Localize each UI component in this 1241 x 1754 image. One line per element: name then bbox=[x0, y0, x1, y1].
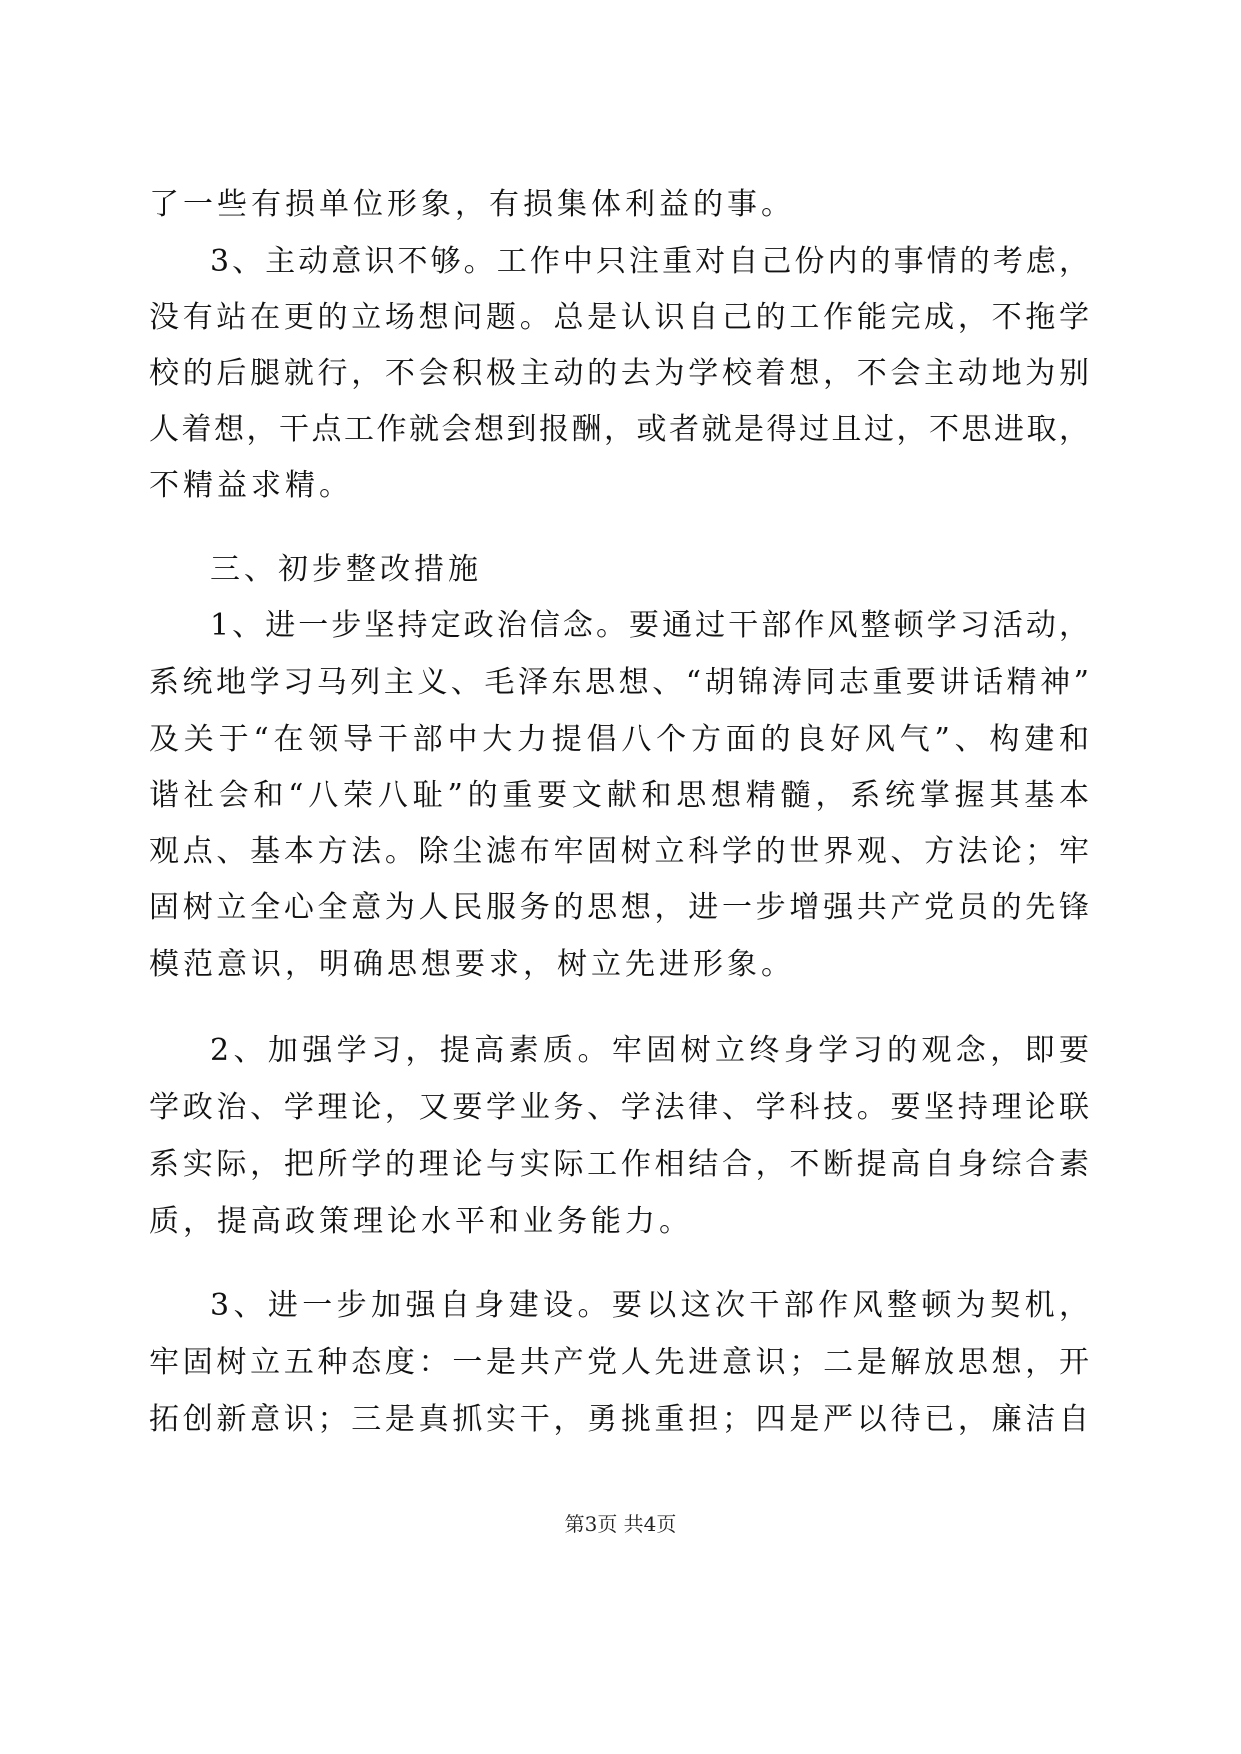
page-footer: 第3页 共4页 bbox=[564, 1512, 677, 1536]
text-line: 固树立全心全意为人民服务的思想，进一步增强共产党员的先锋 bbox=[149, 890, 1089, 925]
text-line: 3、主动意识不够。工作中只注重对自己份内的事情的考虑， bbox=[210, 244, 1089, 279]
text-line: 观点、基本方法。除尘滤布牢固树立科学的世界观、方法论；牢 bbox=[149, 834, 1089, 869]
text-line: 谐社会和“八荣八耻”的重要文献和思想精髓，系统掌握其基本 bbox=[149, 778, 1089, 813]
text-line: 2、加强学习，提高素质。牢固树立终身学习的观念，即要 bbox=[210, 1033, 1089, 1068]
text-line: 及关于“在领导干部中大力提倡八个方面的良好风气”、构建和 bbox=[149, 722, 1089, 757]
text-line: 不精益求精。 bbox=[149, 468, 353, 503]
text-line: 系统地学习马列主义、毛泽东思想、“胡锦涛同志重要讲话精神” bbox=[149, 665, 1089, 700]
text-line: 质，提高政策理论水平和业务能力。 bbox=[149, 1204, 693, 1239]
text-line: 了一些有损单位形象，有损集体利益的事。 bbox=[149, 187, 795, 222]
text-line: 牢固树立五种态度：一是共产党人先进意识；二是解放思想，开 bbox=[149, 1345, 1089, 1380]
text-line: 学政治、学理论，又要学业务、学法律、学科技。要坚持理论联 bbox=[149, 1090, 1089, 1125]
text-line: 人着想，干点工作就会想到报酬，或者就是得过且过，不思进取， bbox=[149, 412, 1089, 447]
section-heading: 三、初步整改措施 bbox=[210, 552, 482, 587]
text-line: 没有站在更的立场想问题。总是认识自己的工作能完成，不拖学 bbox=[149, 300, 1089, 335]
text-line: 1、进一步坚持定政治信念。要通过干部作风整顿学习活动， bbox=[210, 608, 1089, 643]
text-line: 系实际，把所学的理论与实际工作相结合，不断提高自身综合素 bbox=[149, 1147, 1089, 1182]
text-line: 3、进一步加强自身建设。要以这次干部作风整顿为契机， bbox=[210, 1288, 1089, 1323]
text-line: 模范意识，明确思想要求，树立先进形象。 bbox=[149, 947, 795, 982]
text-line: 校的后腿就行，不会积极主动的去为学校着想，不会主动地为别 bbox=[149, 356, 1089, 391]
text-line: 拓创新意识；三是真抓实干，勇挑重担；四是严以待已，廉洁自 bbox=[149, 1402, 1089, 1437]
